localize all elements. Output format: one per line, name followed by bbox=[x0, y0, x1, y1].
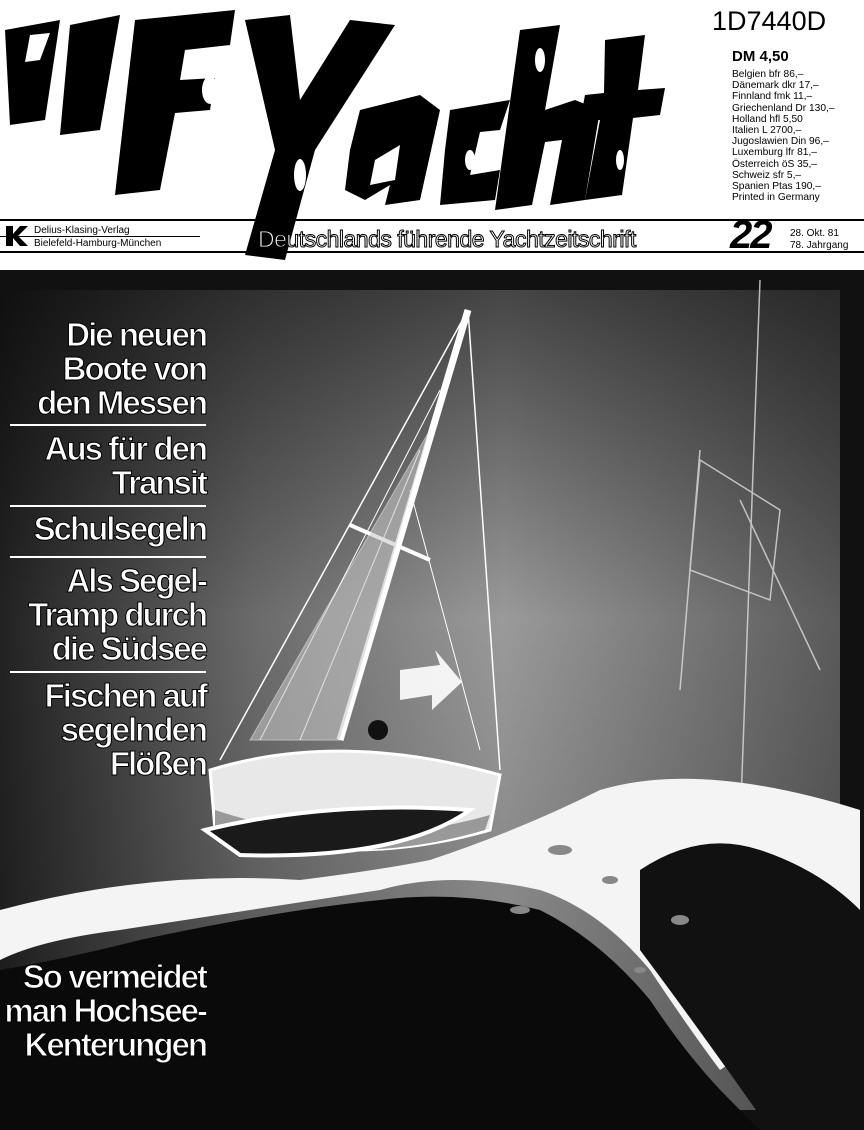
headline-line: man Hochsee- bbox=[4, 992, 206, 1029]
headline-south-seas bbox=[28, 564, 206, 666]
headline-line: Transit bbox=[111, 464, 206, 501]
headline-line: Tramp durch bbox=[28, 596, 206, 633]
publisher-logo-icon bbox=[6, 226, 30, 246]
headline-line: Kenterungen bbox=[24, 1026, 206, 1063]
issue-date: 28. Okt. 81 bbox=[790, 228, 839, 239]
headline-line: Schulsegeln bbox=[33, 510, 206, 547]
headline-divider bbox=[10, 556, 206, 558]
headline-transit bbox=[45, 432, 206, 500]
headline-line: Boote von bbox=[62, 350, 206, 387]
price-list-item: Finnland fmk 11,– bbox=[732, 91, 813, 103]
foreign-price-list bbox=[732, 69, 835, 203]
headline-divider bbox=[10, 505, 206, 507]
issue-number: 22 bbox=[730, 213, 771, 257]
tagline: Deutschlands führende Yachtzeitschrift bbox=[258, 226, 636, 252]
price-list-item: Griechenland Dr 130,– bbox=[732, 102, 835, 114]
headline-line: den Messen bbox=[37, 384, 206, 421]
price-list-item: Österreich öS 35,– bbox=[732, 158, 817, 170]
headline-line: Flößen bbox=[109, 745, 206, 782]
price-list-item: Belgien bfr 86,– bbox=[732, 69, 804, 80]
yacht-logo bbox=[0, 0, 700, 260]
headline-divider bbox=[10, 671, 206, 673]
issue-code: 1D7440D bbox=[712, 6, 827, 36]
publisher-rule bbox=[0, 236, 200, 237]
price-list-item: Dänemark dkr 17,– bbox=[732, 80, 819, 92]
price-list-item: Holland hfl 5,50 bbox=[732, 113, 803, 125]
headline-line: segelnden bbox=[60, 711, 206, 748]
headline-new-boats bbox=[37, 318, 206, 420]
cover-price: DM 4,50 bbox=[732, 48, 789, 65]
headline-line: Fischen auf bbox=[44, 677, 206, 714]
price-list-item: Italien L 2700,– bbox=[732, 125, 802, 137]
publisher-name: Delius-Klasing-Verlag bbox=[34, 225, 130, 236]
headline-divider bbox=[10, 424, 206, 426]
headline-capsizing bbox=[4, 960, 206, 1062]
headline-fishing-rafts bbox=[45, 679, 206, 781]
price-list-item: Jugoslawien Din 96,– bbox=[732, 136, 829, 148]
price-list-item: Spanien Ptas 190,– bbox=[732, 181, 821, 193]
headline-school-sailing bbox=[34, 512, 206, 546]
headline-line: So vermeidet bbox=[22, 958, 206, 995]
issue-volume: 78. Jahrgang bbox=[790, 240, 849, 251]
headline-line: Aus für den bbox=[44, 430, 206, 467]
headline-line: Als Segel- bbox=[66, 562, 206, 599]
headline-line: die Südsee bbox=[51, 630, 206, 667]
headline-line: Die neuen bbox=[66, 316, 206, 353]
price-list-item: Luxemburg lfr 81,– bbox=[732, 147, 817, 159]
price-list-item: Printed in Germany bbox=[732, 192, 820, 204]
publisher-cities: Bielefeld-Hamburg-München bbox=[34, 238, 162, 249]
price-list-item: Schweiz sfr 5,– bbox=[732, 169, 802, 181]
